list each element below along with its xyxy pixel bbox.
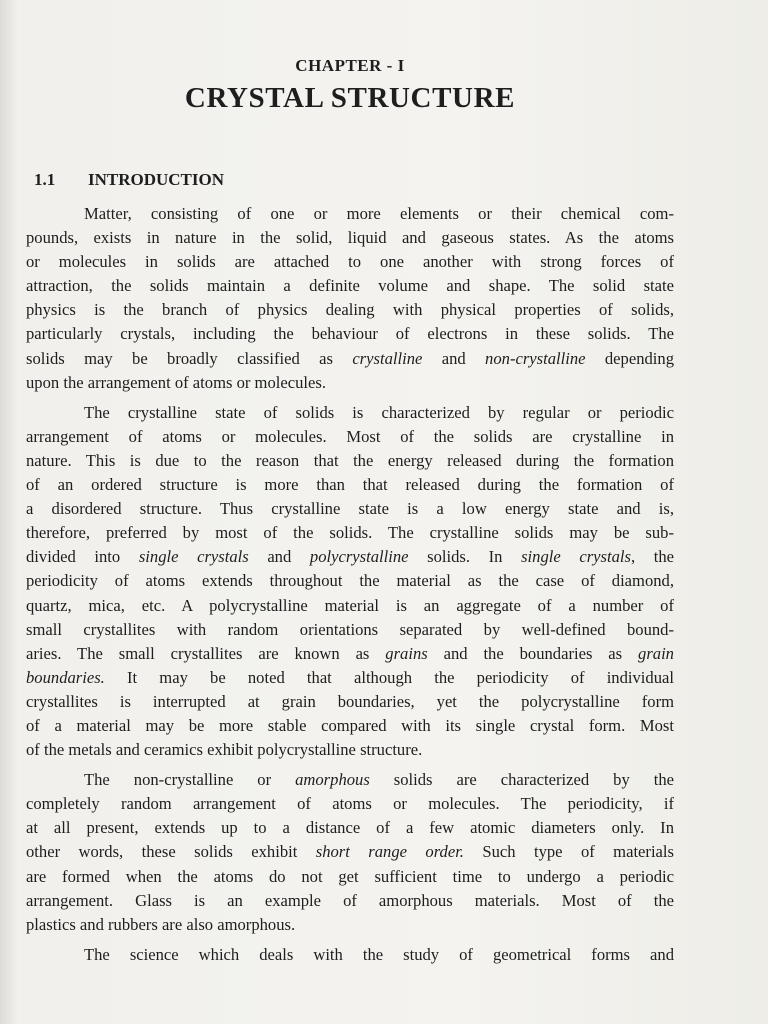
text-line: arrangement. Glass is an example of amorphous materials. Most of the	[26, 890, 674, 910]
chapter-title: CRYSTAL STRUCTURE	[184, 82, 516, 114]
section-title: INTRODUCTION	[88, 170, 225, 189]
text-line: plastics and rubbers are also amorphous.	[26, 914, 296, 934]
text-line: at all present, extends up to a distance of a few atomic diameters only. In	[26, 818, 674, 838]
text-line: of a material may be more stable compared with its single crystal form. Most	[26, 715, 674, 735]
paragraph	[26, 401, 674, 762]
text-line: or molecules in solids are attached to one another with strong forces of	[26, 252, 674, 272]
text-line: boundaries. It may be noted that although the periodicity of individual	[26, 667, 674, 687]
text-line: divided into single crystals and polycrystalline solids. In single crystals, the	[26, 547, 675, 567]
text-line: nature. This is due to the reason that the energy released during the formation	[26, 450, 674, 470]
text-line: The science which deals with the study of geometrical forms and	[84, 944, 674, 964]
text-line: a disordered structure. Thus crystalline state is a low energy state and is,	[26, 499, 674, 519]
chapter-label: CHAPTER - I	[295, 56, 405, 75]
body-text	[26, 202, 674, 968]
text-line: upon the arrangement of atoms or molecules.	[26, 372, 326, 392]
paragraph	[26, 943, 674, 967]
text-line: attraction, the solids maintain a definite volume and shape. The solid state	[26, 276, 674, 296]
text-line: physics is the branch of physics dealing with physical properties of solids,	[26, 300, 674, 320]
section-heading	[34, 170, 224, 190]
paragraph	[26, 768, 674, 937]
text-line: arrangement of atoms or molecules. Most of the solids are crystalline in	[26, 426, 674, 446]
text-line: completely random arrangement of atoms or molecules. The periodicity, if	[26, 794, 674, 814]
text-line: periodicity of atoms extends throughout the material as the case of diamond,	[26, 571, 674, 591]
text-line: pounds, exists in nature in the solid, liquid and gaseous states. As the atoms	[26, 228, 674, 248]
text-line: of the metals and ceramics exhibit polycrystalline structure.	[26, 740, 423, 760]
text-line: are formed when the atoms do not get sufficient time to undergo a periodic	[26, 866, 674, 886]
section-number: 1.1	[34, 170, 56, 189]
text-line: of an ordered structure is more than that released during the formation of	[26, 475, 674, 495]
text-line: crystallites is interrupted at grain boundaries, yet the polycrystalline form	[26, 691, 674, 711]
text-line: small crystallites with random orientations separated by well-defined bound-	[26, 619, 674, 639]
text-line: The crystalline state of solids is characterized by regular or periodic	[84, 402, 674, 422]
text-line: other words, these solids exhibit short range order. Such type of materials	[26, 842, 674, 862]
text-line: The non-crystalline or amorphous solids are characterized by the	[84, 770, 674, 790]
text-line: Matter, consisting of one or more elements or their chemical com-	[84, 204, 674, 223]
text-line: particularly crystals, including the behaviour of electrons in these solids. The	[26, 324, 674, 344]
paragraph	[26, 202, 674, 395]
text-line: therefore, preferred by most of the solids. The crystalline solids may be sub-	[26, 523, 674, 543]
text-line: quartz, mica, etc. A polycrystalline material is an aggregate of a number of	[26, 595, 674, 615]
text-line: solids may be broadly classified as crystalline and non-crystalline depending	[26, 348, 674, 368]
text-line: aries. The small crystallites are known as grains and the boundaries as grain	[26, 643, 674, 663]
